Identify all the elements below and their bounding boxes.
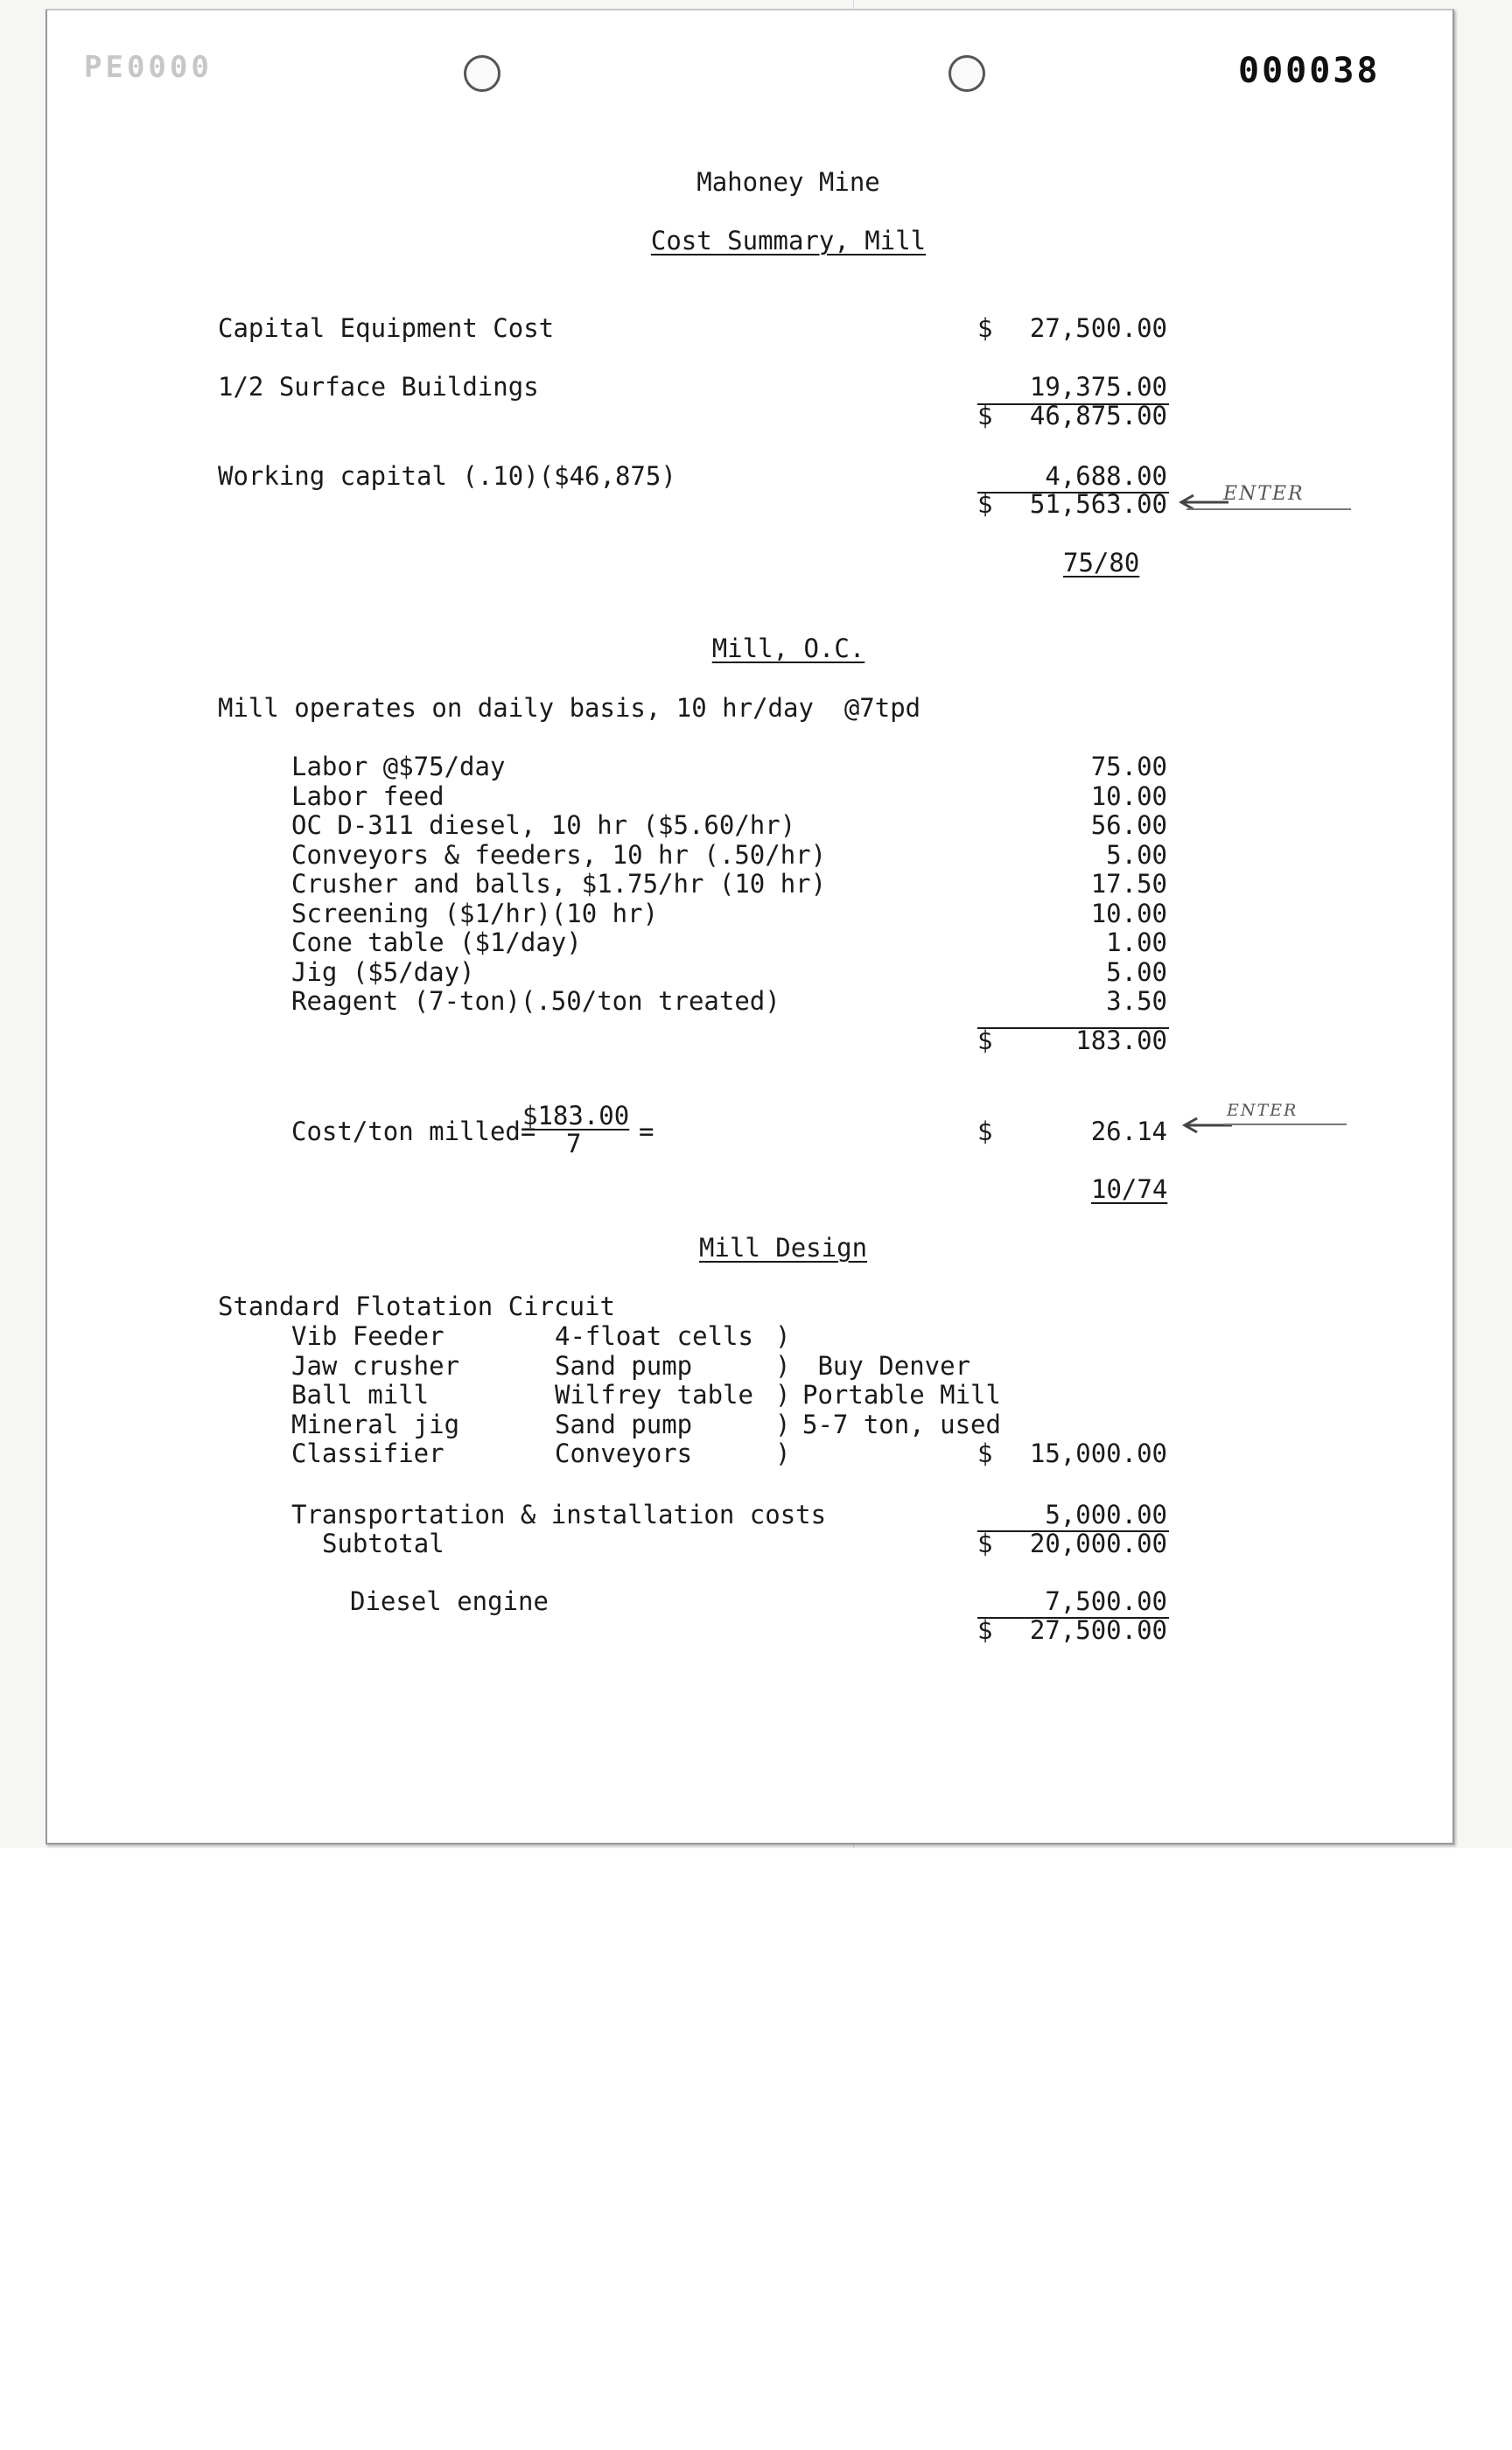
oc-item-label: Labor @$75/day: [291, 752, 506, 781]
oc-item-value: 1.00: [1106, 928, 1167, 957]
circuit-dollar: $: [977, 1438, 993, 1468]
oc-item-label: Reagent (7-ton)(.50/ton treated): [291, 986, 780, 1016]
bracket: ): [775, 1321, 791, 1351]
oc-item-value: 17.50: [1090, 869, 1167, 899]
buildings-value: 19,375.00: [1029, 372, 1167, 402]
purchase-note: 5-7 ton, used: [802, 1409, 1001, 1439]
oc-total-dollar: $: [977, 1026, 993, 1055]
bracket: ): [775, 1438, 791, 1468]
document-subtitle: Cost Summary, Mill: [650, 226, 927, 256]
oc-item-label: Labor feed: [291, 780, 444, 811]
cost-per-ton-label: Cost/ton milled=: [291, 1116, 536, 1146]
arrow-icon: [1181, 1116, 1234, 1134]
oc-item-value: 5.00: [1106, 956, 1167, 987]
circuit-title: Standard Flotation Circuit: [218, 1292, 615, 1321]
equipment-name: Ball mill: [291, 1380, 430, 1410]
cost-denominator: 7: [566, 1129, 582, 1158]
purchase-note: Buy Denver: [802, 1350, 971, 1381]
design-total-dollar: $: [977, 1615, 993, 1645]
document-title: Mahoney Mine: [696, 167, 880, 197]
cost-equals: =: [639, 1116, 654, 1146]
purchase-note: Portable Mill: [802, 1380, 1001, 1410]
cost-numerator: $183.00: [522, 1101, 630, 1130]
total-dollar: $: [977, 489, 993, 519]
oc-item-value: 5.00: [1106, 839, 1167, 870]
punch-hole-right: [948, 55, 985, 92]
design-subtotal-value: 20,000.00: [1029, 1529, 1167, 1558]
reference-code: 75/80: [1063, 548, 1140, 578]
oc-item-value: 3.50: [1106, 986, 1167, 1016]
equipment-item: Conveyors: [555, 1438, 693, 1468]
circuit-value: 15,000.00: [1029, 1438, 1167, 1468]
transport-value: 5,000.00: [1045, 1500, 1167, 1530]
oc-item-label: Cone table ($1/day): [291, 928, 582, 957]
capital-value: 27,500.00: [1029, 313, 1167, 343]
document-page: [46, 9, 1454, 1844]
annotation-underline: [1186, 508, 1351, 510]
oc-item-value: 75.00: [1090, 752, 1167, 781]
subtotal-value: 46,875.00: [1029, 401, 1167, 430]
faded-stamp: PE0000: [84, 50, 213, 85]
total-value: 51,563.00: [1029, 489, 1167, 519]
design-subtotal-dollar: $: [977, 1529, 993, 1558]
handwritten-annotation: ENTER: [1223, 483, 1305, 505]
bracket: ): [775, 1409, 791, 1439]
diesel-value: 7,500.00: [1045, 1586, 1167, 1616]
bracket: ): [775, 1350, 791, 1381]
equipment-name: Jaw crusher: [291, 1350, 460, 1381]
oc-total-value: 183.00: [1075, 1026, 1167, 1055]
design-total-value: 27,500.00: [1029, 1615, 1167, 1645]
oc-intro: Mill operates on daily basis, 10 hr/day @7tpd: [218, 693, 921, 723]
oc-item-label: Jig ($5/day): [291, 956, 475, 987]
equipment-item: 4-float cells: [555, 1321, 753, 1351]
equipment-name: Mineral jig: [291, 1409, 460, 1439]
buildings-label: 1/2 Surface Buildings: [218, 372, 539, 402]
diesel-label: Diesel engine: [350, 1586, 549, 1616]
bracket: ): [775, 1380, 791, 1410]
oc-item-value: 10.00: [1090, 780, 1167, 811]
equipment-item: Sand pump: [555, 1350, 693, 1381]
equipment-item: Sand pump: [555, 1409, 693, 1439]
oc-item-label: OC D-311 diesel, 10 hr ($5.60/hr): [291, 810, 796, 840]
oc-item-value: 56.00: [1090, 810, 1167, 840]
annotation-underline: [1224, 1124, 1347, 1125]
section-heading-design: Mill Design: [698, 1233, 868, 1263]
subtotal-dollar: $: [977, 401, 993, 430]
capital-dollar: $: [977, 313, 993, 343]
oc-item-value: 10.00: [1090, 898, 1167, 928]
oc-item-label: Conveyors & feeders, 10 hr (.50/hr): [291, 839, 827, 870]
working-capital-label: Working capital (.10)($46,875): [218, 461, 676, 491]
equipment-item: Wilfrey table: [555, 1380, 753, 1410]
page-number-stamp: 000038: [1238, 51, 1381, 91]
cost-dollar: $: [977, 1116, 993, 1146]
cost-per-ton-value: 26.14: [1090, 1116, 1167, 1146]
section-heading-oc: Mill, O.C.: [711, 634, 865, 663]
oc-item-label: Screening ($1/hr)(10 hr): [291, 898, 659, 928]
handwritten-annotation: ENTER: [1227, 1101, 1298, 1120]
capital-label: Capital Equipment Cost: [218, 313, 555, 343]
reference-code: 10/74: [1091, 1174, 1168, 1204]
equipment-name: Classifier: [291, 1438, 444, 1468]
oc-item-label: Crusher and balls, $1.75/hr (10 hr): [291, 869, 827, 899]
subtotal-label: Subtotal: [322, 1529, 444, 1558]
equipment-name: Vib Feeder: [291, 1321, 444, 1351]
punch-hole-left: [464, 55, 500, 92]
working-capital-value: 4,688.00: [1045, 461, 1167, 491]
transport-label: Transportation & installation costs: [291, 1500, 827, 1530]
